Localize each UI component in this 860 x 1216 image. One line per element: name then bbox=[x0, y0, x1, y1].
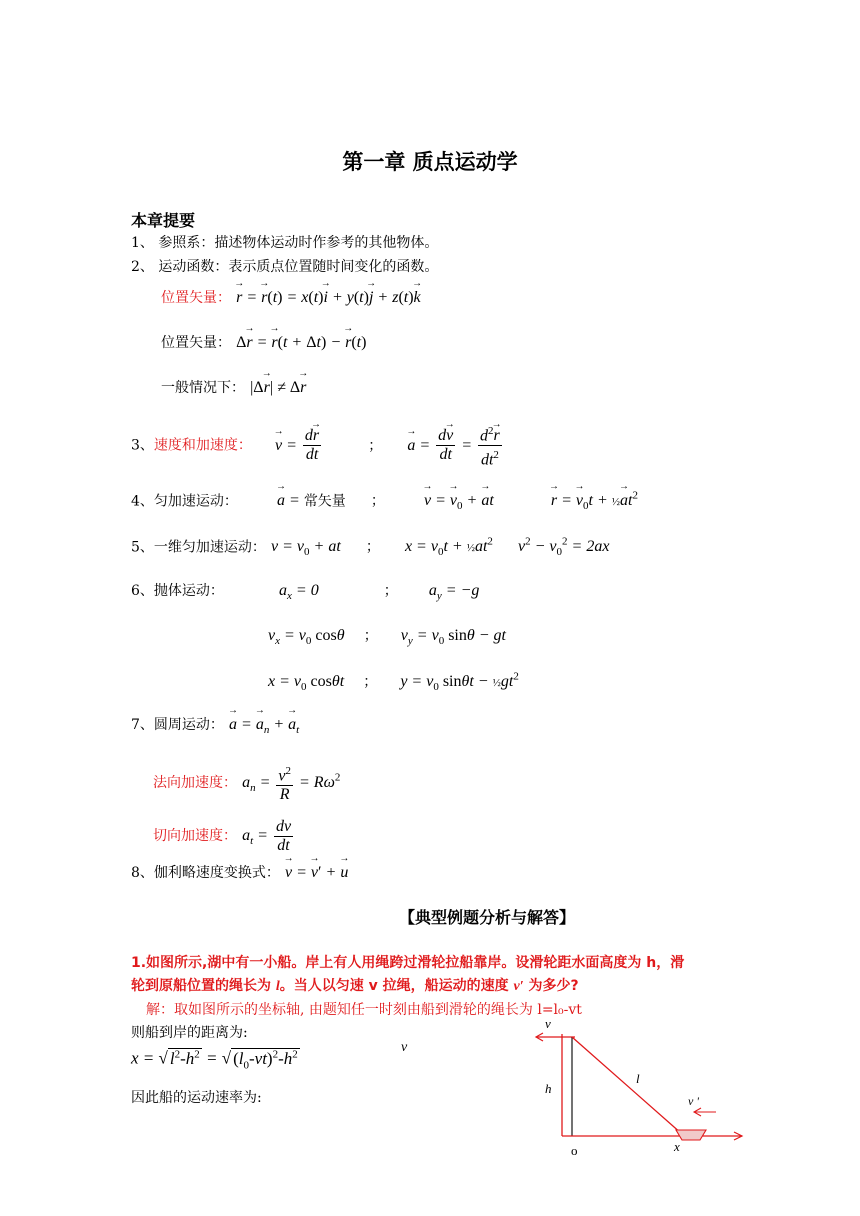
examples-heading: 【典型例题分析与解答】 bbox=[399, 908, 576, 927]
summary-item-2: 2、 运动函数：表示质点位置随时间变化的函数。 bbox=[131, 259, 439, 275]
summary-item-1: 1、 参照系：描述物体运动时作参考的其他物体。 bbox=[131, 235, 439, 251]
distance-formula: x = √ $l^2-h^2$ = √ $(l_0-vt)^2-h^2$ bbox=[131, 1048, 298, 1072]
summary-heading: 本章提要 bbox=[131, 211, 196, 230]
item5-label: 5、一维匀加速运动： bbox=[131, 539, 266, 556]
figure-label-x: x bbox=[674, 1139, 680, 1154]
rope-line bbox=[572, 1037, 682, 1134]
position-vector-line bbox=[161, 287, 421, 307]
problem-line-1: 1.如图所示,湖中有一小船。岸上有人用绳跨过滑轮拉船靠岸。设滑轮距水面高度为 h，滑 bbox=[131, 955, 685, 971]
chapter-title: 第一章 质点运动学 bbox=[342, 150, 518, 174]
problem-vprime: v′ bbox=[513, 979, 524, 994]
item3-number: 3、 bbox=[131, 437, 154, 454]
solution-line-3: 因此船的运动速率为: bbox=[131, 1090, 262, 1106]
acceleration-formula: → a = $\frac{d\to v}{dt}$ = $\frac{d^2\to r}{dt^2}$ bbox=[407, 437, 503, 454]
displacement-line bbox=[161, 332, 366, 352]
figure-label-o: o bbox=[571, 1143, 578, 1158]
item4-label: 4、匀加速运动： bbox=[131, 493, 238, 510]
uniform-acceleration-line: 4、匀加速运动： → a = 常矢量 ； → v = → $v_0$ + → at → r = → $v_0t$ + ½→ $at^2$ bbox=[131, 490, 638, 513]
position-vector-formula: → r = → r(t) = x(t)→ i + y(t)→ j + z(t)→ k bbox=[236, 289, 421, 306]
const-vector-text: 常矢量 bbox=[303, 493, 346, 510]
general-case-line bbox=[161, 377, 306, 397]
normal-acceleration-line: 法向加速度： $a_n$ = $\frac{v^2}{R}$ = $R\omega^2$ bbox=[153, 762, 340, 804]
projectile-line-3: $x = v_0$ cosθt ； $y = v_0$ $\sin\theta t - \frac{1}{2}gt^2$ bbox=[268, 671, 519, 694]
displacement-label: 位置矢量： bbox=[161, 335, 231, 351]
item7-label: 7、圆周运动： bbox=[131, 717, 224, 733]
item3-label: 速度和加速度： bbox=[153, 437, 252, 454]
problem-text-b: 。当人以匀速 v 拉绳，船运动的速度 bbox=[279, 978, 514, 994]
figure-label-l: l bbox=[636, 1071, 640, 1086]
tangent-acceleration-line: 切向加速度： $a_t$ = $\frac{dv}{dt}$ bbox=[153, 818, 292, 854]
tangent-acceleration-label: 切向加速度： bbox=[153, 828, 237, 845]
general-case-formula: |Δ→ r| ≠ Δ→ r bbox=[250, 379, 306, 396]
position-vector-label: 位置矢量： bbox=[161, 290, 231, 306]
figure-label-v: v bbox=[545, 1016, 551, 1031]
velocity-formula: → v = $\frac{d\to r}{dt}$ bbox=[275, 437, 323, 454]
figure-label-h: h bbox=[545, 1081, 552, 1096]
item8-label: 8、伽利略速度变换式： bbox=[131, 865, 280, 881]
problem-text-a: 轮到原船位置的绳长为 bbox=[131, 978, 276, 994]
displacement-formula: Δ→ r = → r(t + Δt) − → r(t) bbox=[236, 334, 366, 351]
figure-label-vprime: v ' bbox=[688, 1094, 699, 1108]
solution-line-1: 解：取如图所示的坐标轴, 由题知任一时刻由船到滑轮的绳长为 l=l₀-vt bbox=[146, 1002, 582, 1018]
circular-motion-line: 7、圆周运动： → a = → $a_n$ + → $a_t$ bbox=[131, 714, 299, 736]
projectile-line-1: 6、抛体运动： $a_x = 0$ ； $a_y = -g$ bbox=[131, 582, 480, 603]
problem-l: l bbox=[275, 979, 280, 994]
projectile-line-2: $v_x = v_0$ cosθ ； $v_y = v_0$ sinθ − gt bbox=[268, 627, 506, 648]
solution-line-2: 则船到岸的距离为: bbox=[131, 1025, 248, 1041]
stray-v-label: v bbox=[401, 1040, 408, 1055]
normal-acceleration-label: 法向加速度： bbox=[153, 774, 237, 791]
pulley-figure bbox=[520, 1010, 760, 1180]
problem-line-2 bbox=[131, 975, 579, 995]
item6-label: 6、抛体运动： bbox=[131, 583, 224, 599]
boat-shape bbox=[676, 1130, 706, 1140]
problem-text-c: 为多少? bbox=[523, 978, 579, 994]
velocity-acceleration-line: 3、速度和加速度： → v = $\frac{d\to r}{dt}$ ； → a = $\frac{d\to v}{dt}$ = $\frac{d^2\to r}{dt^2}$ bbox=[131, 422, 504, 470]
one-dim-acceleration-line: 5、一维匀加速运动： $v = v_0$ + at ； $x = v_0t$ + $\frac{1}{2}at^2$ $v^2 - v_0^2 = 2ax$ bbox=[131, 536, 610, 559]
general-case-label: 一般情况下： bbox=[161, 380, 245, 396]
galilean-transform-line: 8、伽利略速度变换式： → v = → v′ + → u bbox=[131, 862, 348, 882]
